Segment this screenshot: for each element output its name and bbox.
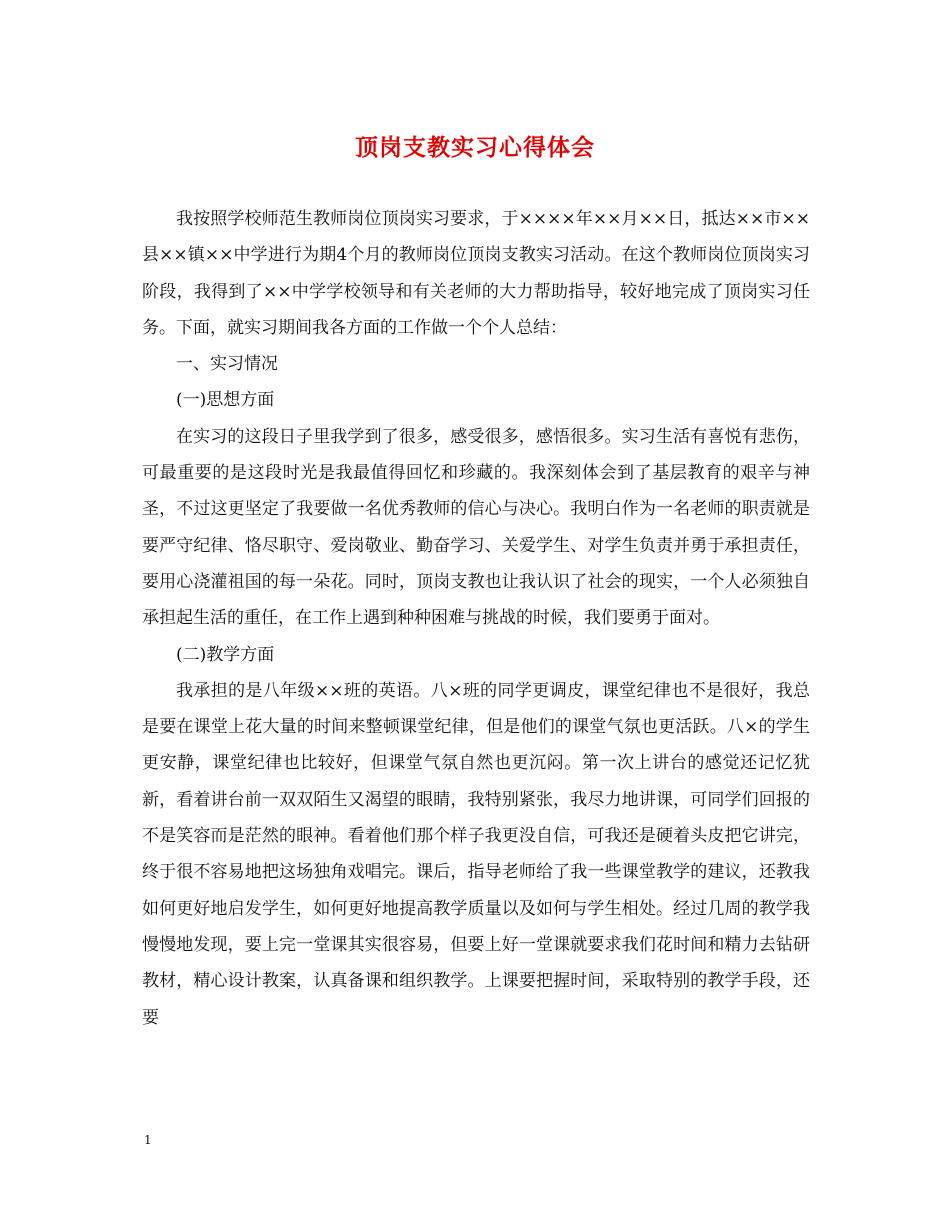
thought-paragraph: 在实习的这段日子里我学到了很多，感受很多，感悟很多。实习生活有喜悦有悲伤，可最重要的是这段时光是我最值得回忆和珍藏的。我深刻体会到了基层教育的艰辛与神圣，不过这更坚定了我要做一名优秀教师的信心与决心。我明白作为一名老师的职责就是要严守纪律、恪尽职守、爱岗敬业、勤奋学习、关爱学生、对学生负责并勇于承担责任，要用心浇灌祖国的每一朵花。同时，顶岗支教也让我认识了社会的现实，一个人必须独自承担起生活的重任，在工作上遇到种种困难与挑战的时候，我们要勇于面对。: [142, 426, 810, 629]
teaching-paragraph: 我承担的是八年级××班的英语。八×班的同学更调皮，课堂纪律也不是很好，我总是要在课堂上花大量的时间来整顿课堂纪律，但是他们的课堂气氛也更活跃。八×的学生更安静，课堂纪律也比较好，但课堂气氛自然也更沉闷。第一次上讲台的感觉还记忆犹新，看着讲台前一双双陌生又渴望的眼睛，我特别紧张，我尽力地讲课，可同学们回报的不是笑容而是茫然的眼神。看着他们那个样子我更没自信，可我还是硬着头皮把它讲完，终于很不容易地把这场独角戏唱完。课后，指导老师给了我一些课堂教学的建议，还教我如何更好地启发学生，如何更好地提高教学质量以及如何与学生相处。经过几周的教学我慢慢地发现，要上完一堂课其实很容易，但要上好一堂课就要求我们花时间和精力去钻研教材，精心设计教案，认真备课和组织教学。上课要把握时间，采取特别的教学手段，还要: [142, 680, 810, 1028]
document-body: [142, 201, 810, 1036]
document-title: 顶岗支教实习心得体会: [355, 134, 595, 161]
intro-paragraph: 我按照学校师范生教师岗位顶岗实习要求，于××××年××月××日，抵达××市××县××镇××中学进行为期4个月的教师岗位顶岗支教实习活动。在这个教师岗位顶岗实习阶段，我得到了××中学学校领导和有关老师的大力帮助指导，较好地完成了顶岗实习任务。下面，就实习期间我各方面的工作做一个个人总结：: [142, 209, 810, 338]
section-heading-internship: 一、实习情况: [176, 354, 278, 375]
subsection-heading-teaching: (二)教学方面: [176, 644, 275, 665]
page-number: 1: [144, 1133, 152, 1147]
subsection-heading-thought: (一)思想方面: [176, 390, 275, 411]
